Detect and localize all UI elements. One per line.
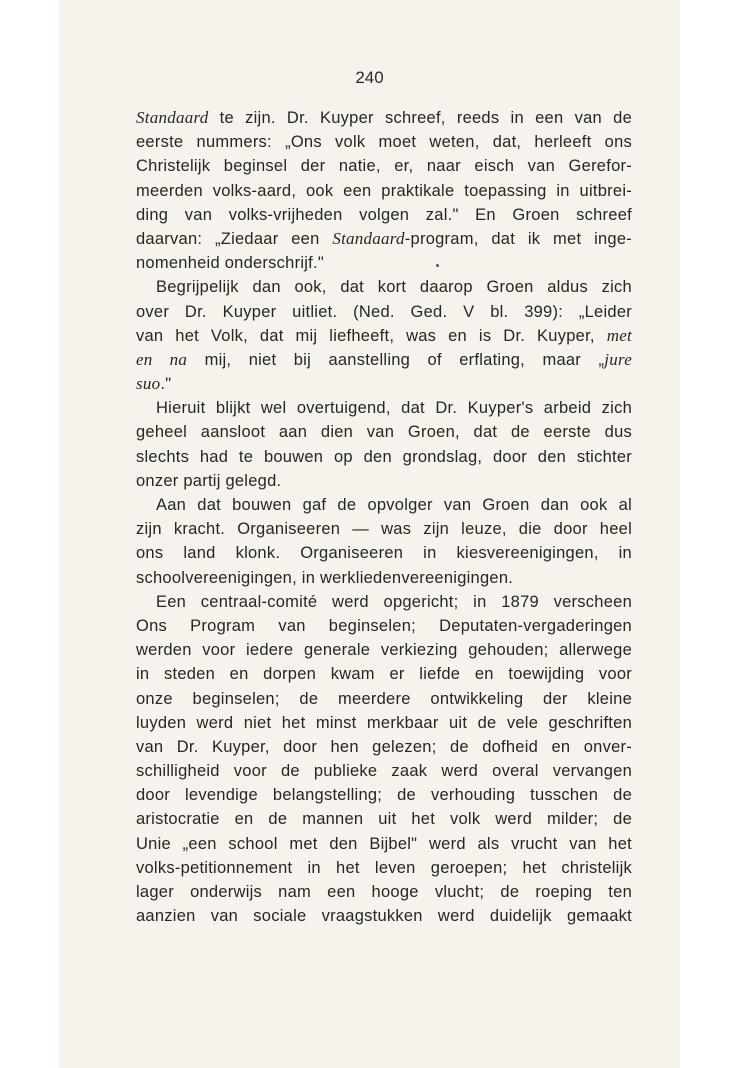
text-line [136,420,632,444]
paragraph-p4 [136,493,632,590]
text-line [136,638,632,662]
text-run: mij, niet bij aanstelling of erflating, maar „ [187,350,605,369]
text-run: Een centraal-comité werd opgericht; in 1879 verscheen [156,592,632,611]
text-run: volks-petitionnement in het leven geroepen; het christelijk [136,858,632,877]
text-run: slechts had te bouwen op den grondslag, door den stichter [136,447,632,466]
text-run: meerden volks-aard, ook een praktikale toepassing in uitbrei- [136,181,632,200]
text-line [136,880,632,904]
text-line [136,372,632,396]
text-line [136,807,632,831]
text-line [136,566,632,590]
text-run: aanzien van sociale vraagstukken werd duidelijk gemaakt [136,907,632,926]
page-number: 240 [355,68,384,87]
text-line [136,735,632,759]
text-run: door levendige belangstelling; de verhouding tusschen de [136,786,632,805]
text-run: zijn kracht. Organiseeren — was zijn leuze, die door heel [136,520,632,539]
paragraph-p2 [136,275,632,396]
book-page [59,0,680,1068]
text-run: -program, dat ik met inge- [404,229,633,248]
text-line [136,106,632,130]
text-run: Ons Program van beginselen; Deputaten-vergaderingen [136,616,632,635]
paragraph-p3 [136,396,632,493]
text-run: van Dr. Kuyper, door hen gelezen; de dofheid en onver- [136,737,632,756]
text-line [136,541,632,565]
text-run: Aan dat bouwen gaf de opvolger van Groen dan ook al [156,496,632,514]
text-run: aristocratie en de mannen uit het volk werd milder; de [136,810,632,829]
text-line [136,832,632,856]
text-run: eerste nummers: „Ons volk moet weten, dat, herleeft ons [136,133,632,152]
text-run: Hieruit blijkt wel overtuigend, dat Dr. Kuyper's arbeid zich [156,399,632,418]
italic-text: jure [604,349,633,369]
text-line [136,227,632,251]
text-line [136,324,632,348]
text-run: schoolvereenigingen, in werkliedenvereenigingen. [136,568,514,587]
text-line [136,783,632,807]
text-run: van het Volk, dat mij liefheeft, was en is Dr. Kuyper, [136,326,607,345]
text-run: daarvan: „Ziedaar een [136,229,333,248]
text-run: Christelijk beginsel der natie, er, naar eisch van Gerefor- [136,157,632,176]
text-line [136,517,632,541]
text-run: luyden werd niet het minst merkbaar uit de vele geschriften [136,713,632,732]
text-line [136,590,632,614]
paragraph-p5 [136,590,632,929]
text-run: onzer partij gelegd. [136,471,282,490]
text-line [136,203,632,227]
text-line [136,687,632,711]
text-line [136,179,632,203]
text-run: te zijn. Dr. Kuyper schreef, reeds in een van de [208,109,632,127]
text-line [136,662,632,686]
text-line [136,469,632,493]
text-run: Begrijpelijk dan ook, dat kort daarop Groen aldus zich [156,278,632,297]
text-line [136,711,632,735]
text-line [136,904,632,928]
body-text [136,106,632,928]
text-line [136,275,632,299]
text-line [136,493,632,517]
italic-text: met [606,325,632,345]
text-run: in steden en dorpen kwam er liefde en toewijding voor [136,665,632,684]
text-line [136,130,632,154]
text-run: schilligheid voor de publieke zaak werd overal vervangen [136,762,632,781]
paragraph-p1 [136,106,632,275]
text-run: nomenheid onderschrijf." [136,254,324,273]
text-run: werden voor iedere generale verkiezing gehouden; allerwege [136,641,632,660]
text-run: geheel aansloot aan dien van Groen, dat de eerste dus [136,423,632,442]
text-run: lager onderwijs nam een hooge vlucht; de roeping ten [136,883,632,901]
text-line [136,396,632,420]
text-run: ." [160,375,172,394]
italic-text: suo [136,374,161,394]
italic-text: en na [136,349,188,369]
text-line [136,154,632,178]
text-line [136,445,632,469]
text-run: ons land klonk. Organiseeren in kiesvereenigingen, in [136,544,632,563]
text-run: onze beginselen; de meerdere ontwikkeling der kleine [136,689,632,708]
text-run: Unie „een school met den Bijbel" werd als vrucht van het [136,834,632,853]
text-run: ding van volks-vrijheden volgen zal." En Groen schreef [136,205,632,224]
text-line [136,856,632,880]
text-run: over Dr. Kuyper uitliet. (Ned. Ged. V bl. 399): „Leider [136,302,632,321]
text-line [136,348,632,372]
text-line [136,251,632,275]
italic-text: Standaard [136,108,209,127]
text-line [136,759,632,783]
italic-text: Standaard [332,228,405,248]
text-line [136,614,632,638]
text-line [136,300,632,324]
